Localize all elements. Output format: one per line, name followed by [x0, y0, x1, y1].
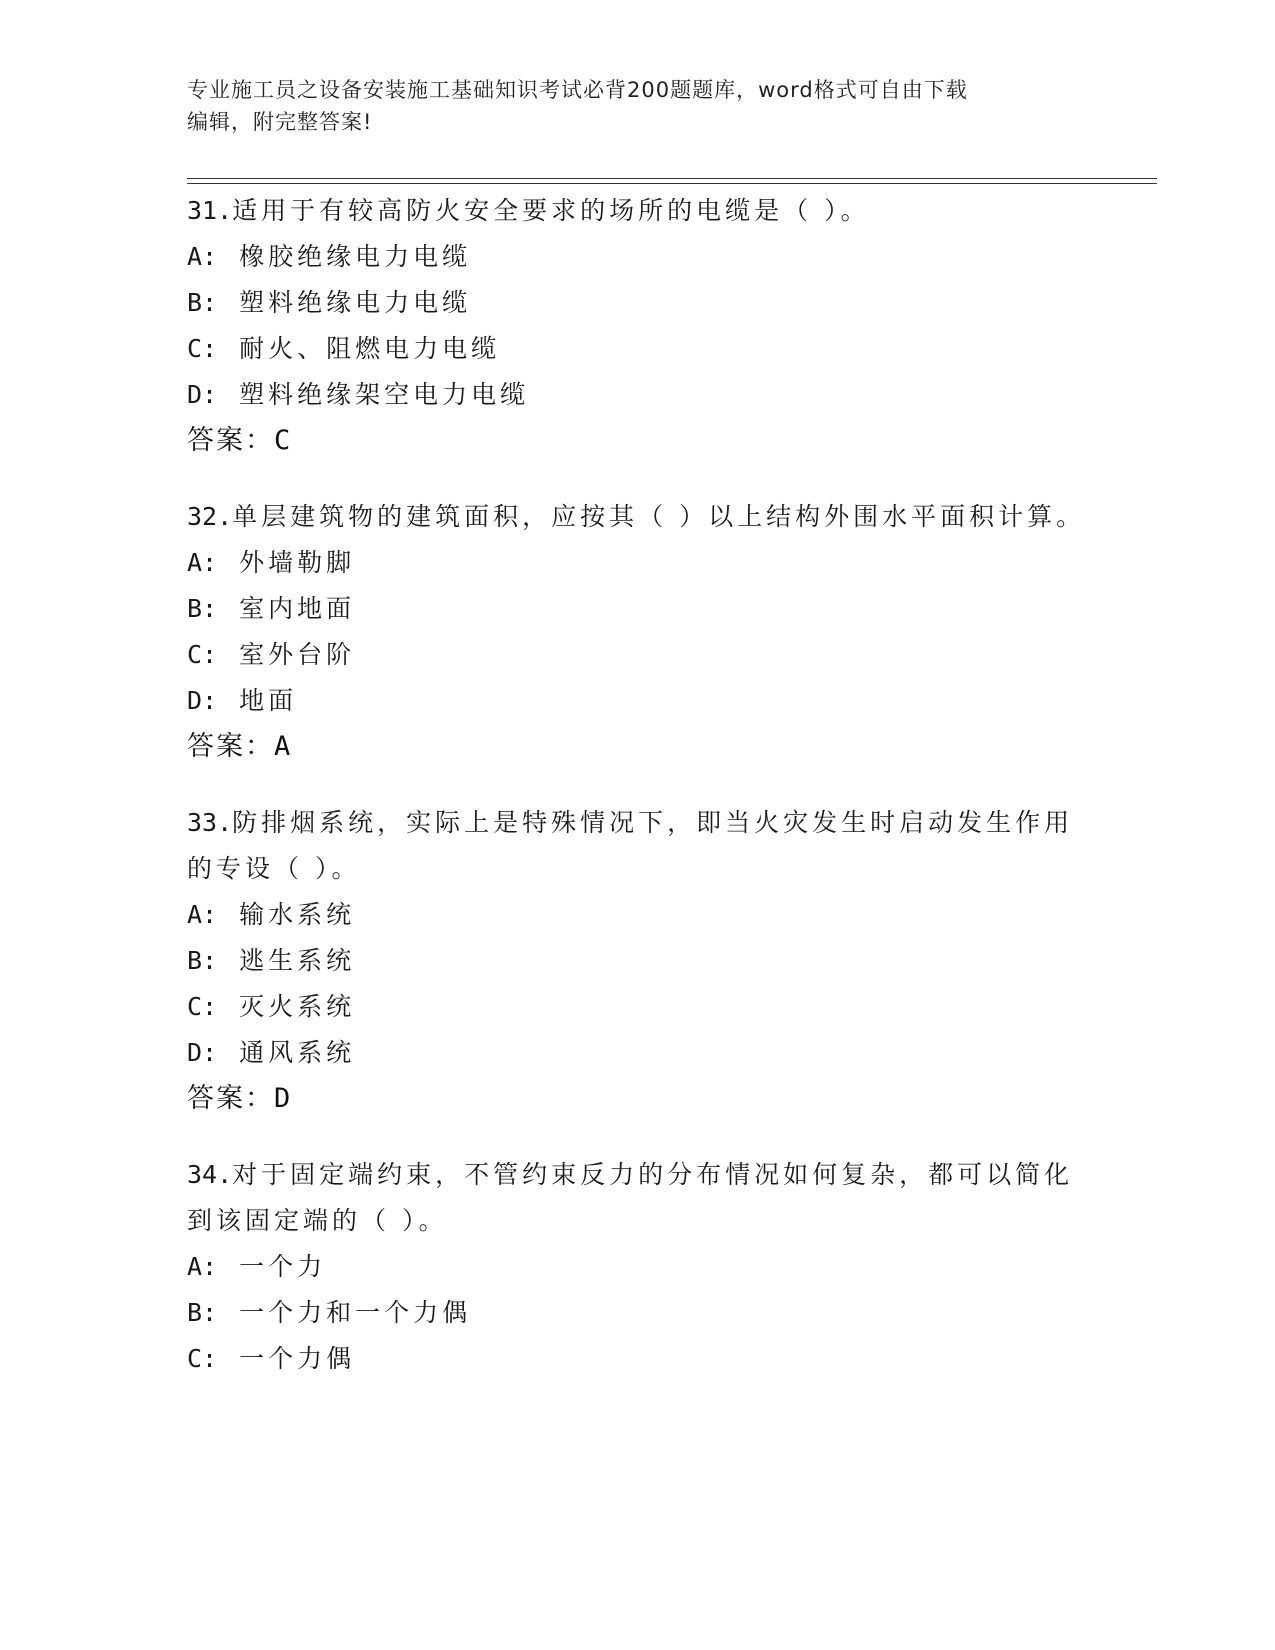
- option-c: C: 一个力偶: [187, 1344, 356, 1373]
- question-number: 32.: [187, 502, 233, 531]
- question-number: 31.: [187, 196, 233, 225]
- option-b: B: 逃生系统: [187, 946, 356, 975]
- question-number: 33.: [187, 808, 233, 837]
- document-header: [187, 74, 1087, 138]
- option-d: D: 通风系统: [187, 1038, 356, 1067]
- question-34: [187, 1152, 1087, 1382]
- question-stem: 适用于有较高防火安全要求的场所的电缆是（ ）。: [232, 196, 870, 225]
- answer-line: 答案：D: [187, 1083, 291, 1114]
- question-stem: 单层建筑物的建筑面积，应按其（ ）以上结构外围水平面积计算。: [232, 502, 1086, 531]
- option-c: C: 耐火、阻燃电力电缆: [187, 334, 501, 363]
- question-32: [187, 494, 1087, 770]
- question-31: [187, 188, 1087, 464]
- header-line-2: 编辑，附完整答案!: [187, 110, 373, 134]
- header-divider-top: [187, 178, 1157, 179]
- header-divider-bottom: [187, 183, 1157, 184]
- question-stem: 防排烟系统，实际上是特殊情况下，即当火灾发生时启动发生作用的专设（ ）。: [187, 808, 1074, 883]
- option-a: A: 一个力: [187, 1252, 327, 1281]
- option-d: D: 地面: [187, 686, 298, 715]
- question-stem: 对于固定端约束，不管约束反力的分布情况如何复杂，都可以简化到该固定端的（ ）。: [187, 1160, 1074, 1235]
- option-c: C: 灭火系统: [187, 992, 356, 1021]
- option-c: C: 室外台阶: [187, 640, 356, 669]
- answer-value: D: [274, 1083, 291, 1114]
- option-d: D: 塑料绝缘架空电力电缆: [187, 380, 530, 409]
- question-33: [187, 800, 1087, 1122]
- question-text: [187, 800, 1087, 892]
- question-text: [187, 494, 1087, 540]
- answer-value: C: [274, 425, 291, 456]
- option-a: A: 外墙勒脚: [187, 548, 356, 577]
- question-number: 34.: [187, 1160, 233, 1189]
- question-text: [187, 1152, 1087, 1244]
- option-a: A: 输水系统: [187, 900, 356, 929]
- header-line-1: 专业施工员之设备安装施工基础知识考试必背200题题库，word格式可自由下载: [187, 78, 968, 102]
- option-b: B: 塑料绝缘电力电缆: [187, 288, 472, 317]
- option-b: B: 一个力和一个力偶: [187, 1298, 472, 1327]
- answer-line: 答案：C: [187, 425, 291, 456]
- question-list: [187, 188, 1087, 1412]
- answer-value: A: [274, 731, 291, 762]
- option-b: B: 室内地面: [187, 594, 356, 623]
- question-text: [187, 188, 1087, 234]
- answer-line: 答案：A: [187, 731, 291, 762]
- option-a: A: 橡胶绝缘电力电缆: [187, 242, 472, 271]
